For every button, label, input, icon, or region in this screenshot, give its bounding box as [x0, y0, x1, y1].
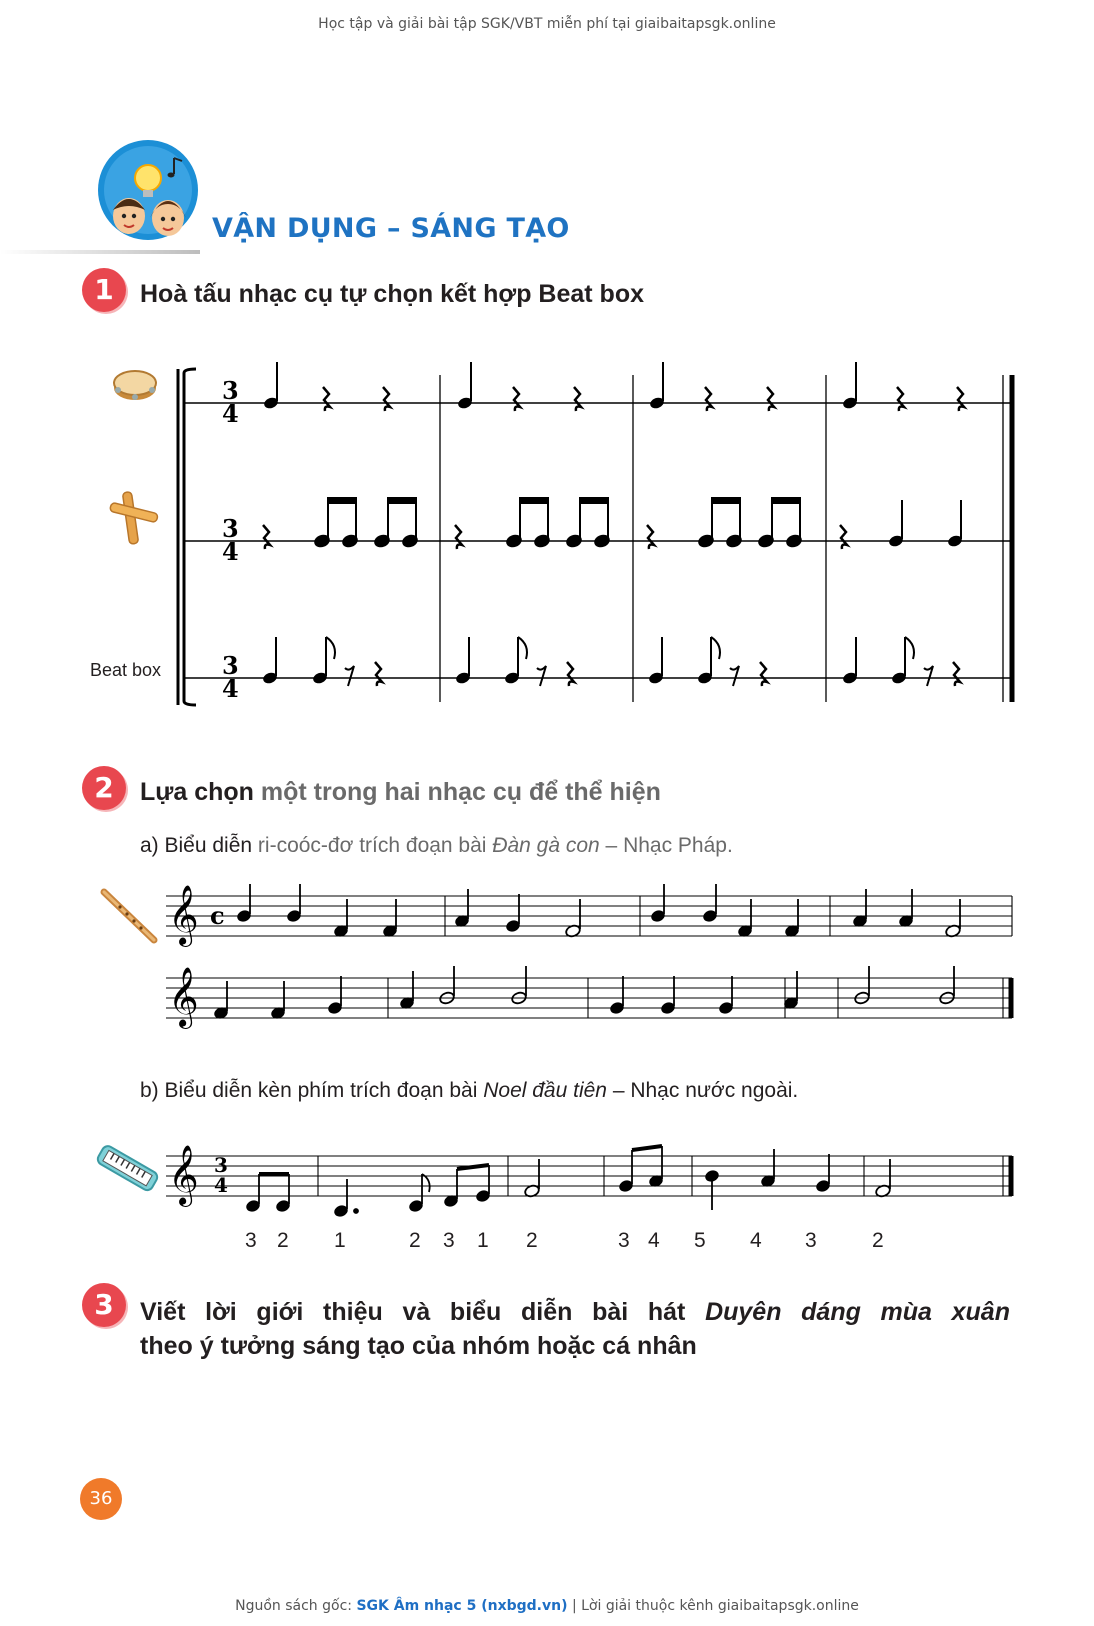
footer-prefix: Nguồn sách gốc: [235, 1598, 357, 1614]
quarter-note [649, 362, 666, 410]
time-sig-bottom: 4 [222, 399, 239, 428]
task-2-badge: 2 [82, 766, 126, 810]
quarter-note [648, 637, 665, 685]
task-1-badge: 1 [82, 268, 126, 312]
task-2-title-main: Lựa chọn [140, 778, 254, 806]
quarter-note [262, 637, 279, 685]
task-2b-suffix: – Nhạc nước ngoài. [606, 1079, 799, 1102]
eighth-rest [730, 666, 739, 686]
time-sig-bottom: 4 [222, 674, 239, 703]
time-sig-top: 3 [222, 651, 239, 680]
common-time: c [210, 901, 225, 930]
quarter-rest [840, 525, 847, 549]
quarter-note [842, 362, 859, 410]
quarter-rest [375, 662, 382, 686]
page-number: 36 [80, 1478, 122, 1520]
fingering-number: 4 [750, 1229, 762, 1252]
fingering-number: 2 [526, 1229, 538, 1252]
fingering-number: 3 [443, 1229, 455, 1252]
task-2-title [140, 778, 661, 807]
fingering-number: 2 [872, 1229, 884, 1252]
eighth-rest [924, 666, 933, 686]
fingering-number: 3 [618, 1229, 630, 1252]
task-3-badge: 3 [82, 1283, 126, 1327]
quarter-note [455, 637, 472, 685]
task-3-line-2: theo ý tưởng sáng tạo của nhóm hoặc cá nhân [140, 1332, 697, 1360]
quarter-rest [953, 662, 960, 686]
fingering-number: 1 [477, 1229, 489, 1252]
footer-suffix: | Lời giải thuộc kênh giaibaitapsgk.online [567, 1598, 859, 1614]
task-2b-text [140, 1079, 798, 1103]
quarter-rest [897, 387, 904, 411]
task-2a-rest: ri-coóc-đơ trích đoạn bài [257, 834, 493, 857]
time-sig-top: 3 [214, 1153, 228, 1177]
quarter-rest [767, 387, 774, 411]
task-3-song: Duyên dáng mùa xuân [705, 1298, 1010, 1326]
footer-source-link[interactable]: SGK Âm nhạc 5 (nxbgd.vn) [356, 1598, 568, 1614]
task-2-title-rest: một trong hai nhạc cụ để thể hiện [253, 778, 661, 806]
fingering-number: 3 [245, 1229, 257, 1252]
task-2a-text [140, 834, 733, 858]
task-3-line-1 [140, 1295, 1010, 1329]
task-1-title: Hoà tấu nhạc cụ tự chọn kết hợp Beat box [140, 280, 644, 308]
task-3-text [140, 1295, 1010, 1363]
quarter-rest [705, 387, 712, 411]
beatbox-label: Beat box [90, 660, 162, 680]
task-2a-song: Đàn gà con [492, 834, 600, 857]
section-title: VẬN DỤNG – SÁNG TẠO [212, 213, 570, 244]
quarter-rest [574, 387, 581, 411]
quarter-rest [957, 387, 964, 411]
fingering-number: 1 [334, 1229, 346, 1252]
quarter-rest [263, 525, 270, 549]
time-sig-top: 3 [222, 376, 239, 405]
quarter-note [457, 362, 474, 410]
footer-note [0, 1598, 1094, 1614]
fingering-number: 3 [805, 1229, 817, 1252]
quarter-rest [513, 387, 520, 411]
task-2a-prefix: a) Biểu diễn [140, 834, 258, 857]
quarter-note [888, 500, 905, 548]
fingering-number: 2 [409, 1229, 421, 1252]
treble-clef: 𝄞 [168, 967, 199, 1027]
quarter-note [947, 500, 964, 548]
time-sig-top: 3 [222, 514, 239, 543]
ensemble-score [0, 0, 1094, 760]
header-note: Học tập và giải bài tập SGK/VBT miễn phí tại giaibaitapsgk.online [318, 16, 776, 32]
treble-clef: 𝄞 [168, 1145, 199, 1205]
task-2a-suffix: – Nhạc Pháp. [599, 834, 733, 857]
quarter-rest [323, 387, 330, 411]
task-2b-prefix: b) Biểu diễn kèn phím trích đoạn bài [140, 1079, 484, 1102]
eighth-rest [537, 666, 546, 686]
time-sig-bottom: 4 [214, 1173, 228, 1197]
melodica-score [0, 1130, 1094, 1220]
quarter-note [842, 637, 859, 685]
task-3-text-plain: Viết lời giới thiệu và biểu diễn bài hát [140, 1298, 706, 1326]
fingering-number: 5 [694, 1229, 706, 1252]
quarter-rest [760, 662, 767, 686]
fingering-number: 2 [277, 1229, 289, 1252]
quarter-rest [455, 525, 462, 549]
quarter-rest [383, 387, 390, 411]
recorder-score [0, 870, 1094, 1040]
eighth-rest [345, 666, 354, 686]
quarter-note [263, 362, 280, 410]
task-2b-song: Noel đầu tiên [483, 1079, 607, 1102]
quarter-rest [567, 662, 574, 686]
treble-clef: 𝄞 [168, 885, 199, 945]
time-sig-bottom: 4 [222, 537, 239, 566]
quarter-rest [647, 525, 654, 549]
fingering-number: 4 [648, 1229, 660, 1252]
